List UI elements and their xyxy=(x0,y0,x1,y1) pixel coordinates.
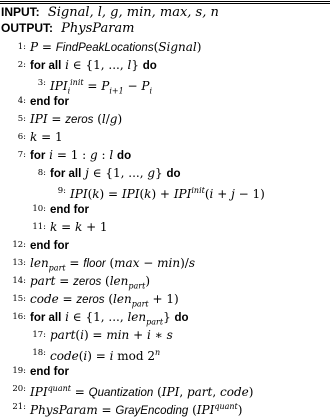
line-code: for all i ∈ {1, ..., l} do xyxy=(30,58,157,72)
line-code: len$_{part}$ = floor (max − min)/s xyxy=(30,256,196,273)
line-number: 13: xyxy=(12,258,26,268)
line-21 xyxy=(0,398,242,416)
input-label: INPUT: xyxy=(1,5,40,19)
line-number: 9: xyxy=(57,186,66,196)
line-number: 8: xyxy=(37,168,46,178)
output-label: OUTPUT: xyxy=(1,21,53,35)
line-code: $IPI(k) = IPI(k) + IPI^{init}(i + j - 1)$ xyxy=(70,186,265,201)
line-14 xyxy=(0,272,150,290)
input-value: Signal, l, g, min, max, s, n xyxy=(47,5,219,20)
line-number: 10: xyxy=(32,204,46,214)
line-number: 20: xyxy=(12,384,26,394)
line-code: $IPI^{quant}$ = Quantization (IPI, part, code) xyxy=(30,384,254,399)
line-number: 1: xyxy=(17,42,26,52)
line-number: 7: xyxy=(17,150,26,160)
line-13 xyxy=(0,254,195,272)
line-code: code = zeros (len$_{part}$ + 1) xyxy=(30,292,179,309)
line-number: 18: xyxy=(32,348,46,358)
line-number: 14: xyxy=(12,276,26,286)
line-number: 17: xyxy=(32,330,46,340)
line-8 xyxy=(0,164,181,182)
line-2 xyxy=(0,56,157,74)
line-number: 19: xyxy=(12,366,26,376)
line-19 xyxy=(0,362,69,380)
line-code: IPI = zeros (l/g) xyxy=(30,112,123,126)
line-number: 6: xyxy=(17,132,26,142)
line-code: code(i) = i mod 2$^n$ xyxy=(50,348,161,363)
line-1 xyxy=(0,38,201,56)
line-code: for i = 1 : g : l do xyxy=(30,148,132,162)
output-value: PhysParam xyxy=(61,21,135,36)
line-number: 21: xyxy=(12,402,26,412)
line-number: 3: xyxy=(37,78,46,88)
line-code: P = FindPeakLocations(Signal) xyxy=(30,40,202,54)
line-4 xyxy=(0,92,69,110)
line-code: end for xyxy=(30,96,69,108)
line-5 xyxy=(0,110,122,128)
line-number: 15: xyxy=(12,294,26,304)
line-code: k = 1 xyxy=(30,130,63,144)
line-code: part(i) = min + i ∗ s xyxy=(50,328,173,342)
line-11 xyxy=(0,218,108,236)
line-code: PhysParam = GrayEncoding $(IPI^{quant})$ xyxy=(30,402,243,417)
line-code: end for xyxy=(30,240,69,252)
line-code: for all i ∈ {1, ..., len$_{part}$} do xyxy=(30,310,189,327)
line-code: end for xyxy=(30,366,69,378)
line-12 xyxy=(0,236,69,254)
line-20 xyxy=(0,380,253,398)
line-number: 5: xyxy=(17,114,26,124)
line-10 xyxy=(0,200,89,218)
line-18 xyxy=(0,344,160,362)
line-number: 16: xyxy=(12,312,26,322)
line-number: 4: xyxy=(17,96,26,106)
line-15 xyxy=(0,290,179,308)
input-line xyxy=(1,4,219,21)
line-number: 2: xyxy=(17,60,26,70)
output-line xyxy=(1,20,134,37)
line-16 xyxy=(0,308,189,326)
line-number: 11: xyxy=(32,222,46,232)
line-code: k = k + 1 xyxy=(50,220,108,234)
line-9 xyxy=(0,182,265,200)
line-17 xyxy=(0,326,173,344)
line-code: part = zeros (len$_{part}$) xyxy=(30,274,151,291)
line-3 xyxy=(0,74,153,96)
line-code: for all j ∈ {1, ..., g} do xyxy=(50,166,181,180)
line-6 xyxy=(0,128,63,146)
line-number: 12: xyxy=(12,240,26,250)
line-code: $IPI_i^{init} = P_{i+1} - P_i$ xyxy=(50,78,153,96)
top-rule xyxy=(0,1,330,2)
line-code: end for xyxy=(50,204,89,216)
line-7 xyxy=(0,146,131,164)
